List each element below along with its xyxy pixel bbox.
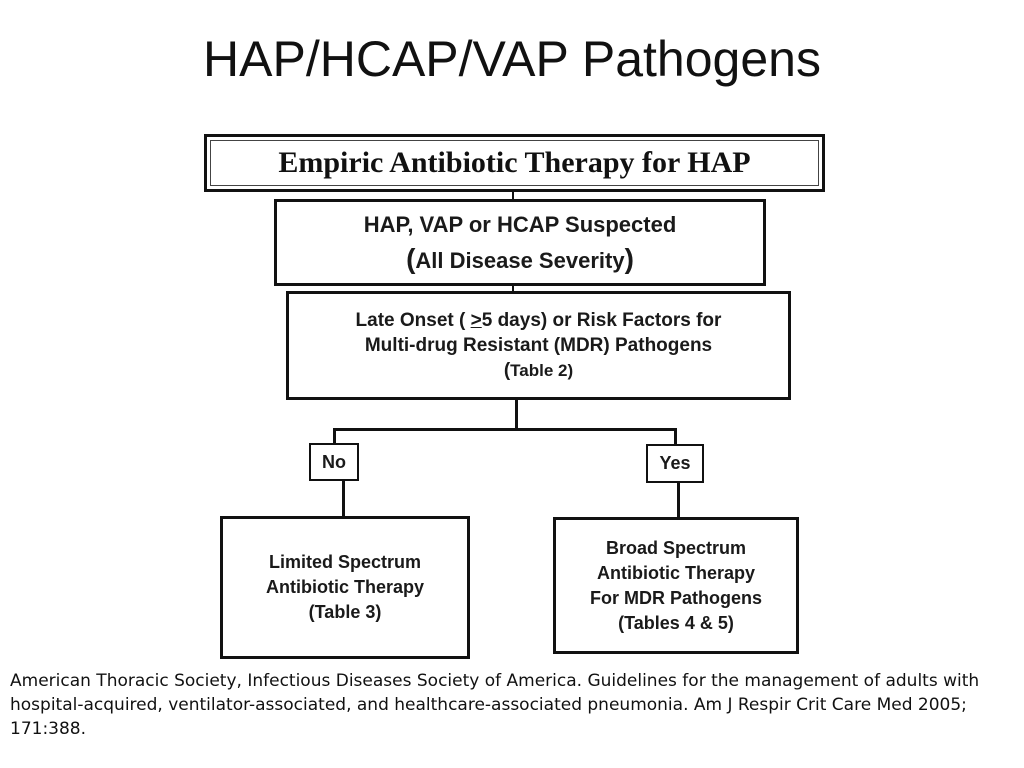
risk-line1-suffix: 5 days) or Risk Factors for [481,310,722,331]
diagram-header-box [204,134,825,192]
limited-line1: Limited Spectrum [268,552,422,572]
risk-paren-open: ( [503,360,511,381]
broad-line1: Broad Spectrum [605,537,747,558]
risk-table-ref: Table 2) [510,361,574,380]
risk-line2: Multi-drug Resistant (MDR) Pathogens [364,335,713,356]
no-label [309,443,359,481]
connector-header-suspected [512,192,514,199]
risk-line3 [504,358,573,383]
suspected-line2 [406,242,634,278]
limited-spectrum-box [220,516,470,659]
yes-label [646,444,704,483]
connector-branch-horizontal [333,428,677,431]
connector-branch-yes [674,428,677,444]
broad-line3: For MDR Pathogens [589,587,762,608]
limited-line2: Antibiotic Therapy [265,577,424,597]
diagram-header-text: Empiric Antibiotic Therapy for HAP [278,146,751,179]
connector-yes-broad [677,483,680,517]
suspected-severity: All Disease Severity [415,247,625,273]
risk-factors-box [286,291,791,400]
connector-branch-no [333,428,336,443]
connector-risk-branch [515,400,518,430]
risk-line1 [356,308,722,333]
citation-text: American Thoracic Society, Infectious Diseases Society of America. Guidelines for the management of adults with hospital-acquired, ventilator-associated, and healthcare-associated pneumonia. Am J Respir Crit Care Med 2005; 171:388. [10,671,980,739]
connector-no-limited [342,481,345,516]
broad-line4: (Tables 4 & 5) [618,612,734,633]
risk-line1-prefix: Late Onset ( [355,310,471,331]
risk-gte-symbol: > [470,310,482,331]
no-label-text: No [322,451,346,472]
suspected-paren-open: ( [406,242,416,274]
limited-line3: (Table 3) [308,602,382,622]
suspected-line1: HAP, VAP or HCAP Suspected [363,211,677,237]
suspected-paren-close: ) [624,242,634,274]
slide-title: HAP/HCAP/VAP Pathogens [203,31,821,87]
suspected-box [274,199,766,286]
broad-line2: Antibiotic Therapy [596,562,755,583]
broad-spectrum-box [553,517,799,654]
yes-label-text: Yes [659,453,691,473]
